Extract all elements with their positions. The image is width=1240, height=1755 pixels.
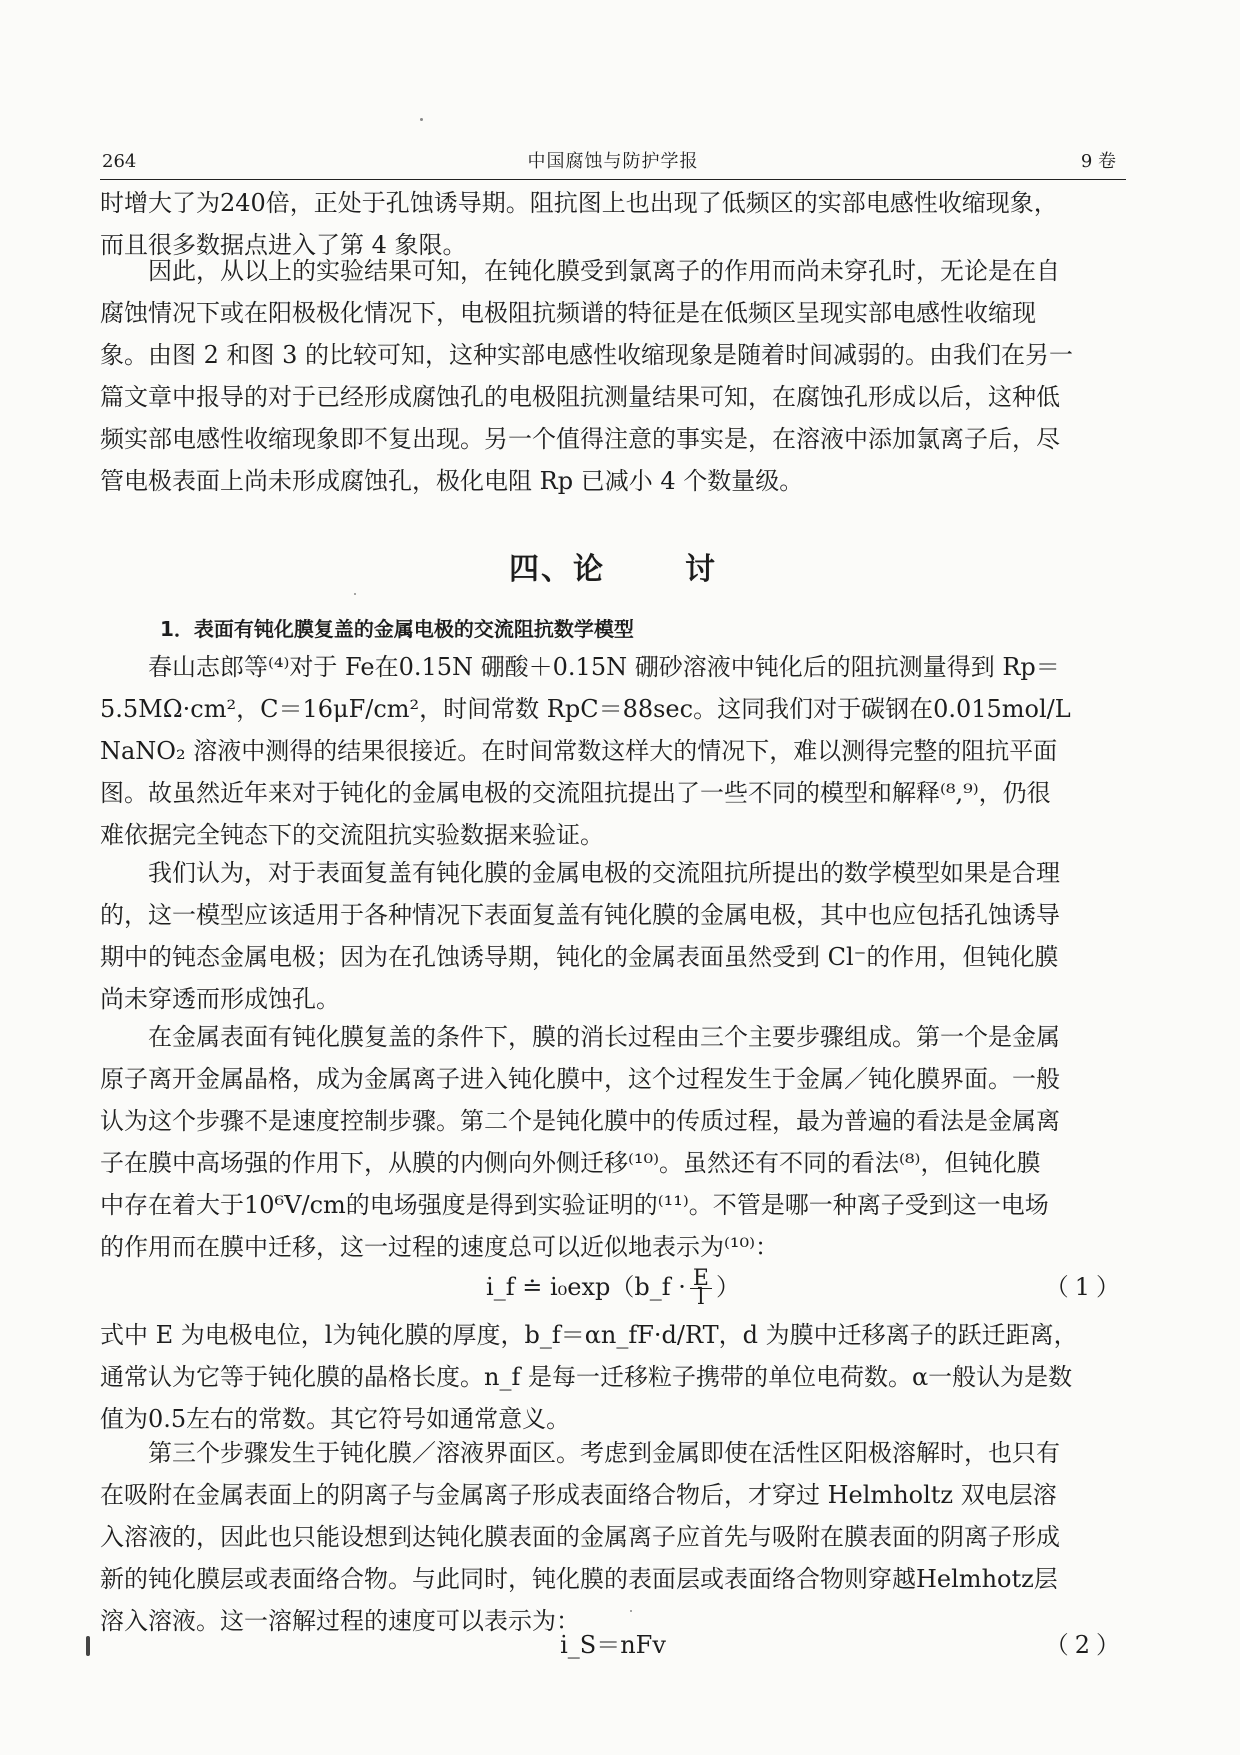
equation-1-body	[100, 1266, 1126, 1308]
text-line: 新的钝化膜层或表面络合物。与此同时，钝化膜的表面层或表面络合物则穿越Helmhotz层	[100, 1565, 1058, 1593]
equation-2-number: （2）	[1044, 1631, 1126, 1659]
equation-1-rhs: ）	[715, 1273, 740, 1301]
text-line: 尚未穿透而形成蚀孔。	[100, 985, 340, 1013]
text-line: 第三个步骤发生于钝化膜／溶液界面区。考虑到金属即使在活性区阳极溶解时，也只有	[148, 1439, 1060, 1467]
text-line: 图。故虽然近年来对于钝化的金属电极的交流阻抗提出了一些不同的模型和解释⁽⁸,⁹⁾，仍很	[100, 779, 1051, 807]
text-line: 象。由图 2 和图 3 的比较可知，这种实部电感性收缩现象是随着时间减弱的。由我们在另一	[100, 341, 1074, 369]
text-line: 入溶液的，因此也只能设想到达钝化膜表面的金属离子应首先与吸附在膜表面的阴离子形成	[100, 1523, 1060, 1551]
text-line: 在金属表面有钝化膜复盖的条件下，膜的消长过程由三个主要步骤组成。第一个是金属	[148, 1023, 1060, 1051]
paragraph-7	[100, 1432, 1126, 1642]
equation-1-fraction	[690, 1266, 712, 1310]
page-number: 264	[102, 151, 137, 172]
text-line: NaNO₂ 溶液中测得的结果很接近。在时间常数这样大的情况下，难以测得完整的阻抗平面	[100, 737, 1058, 765]
text-line: 通常认为它等于钝化膜的晶格长度。n_f 是每一迁移粒子携带的单位电荷数。α一般认为是数	[100, 1363, 1073, 1391]
fraction-denominator: l	[697, 1285, 705, 1310]
running-header	[100, 145, 1126, 179]
text-line: 管电极表面上尚未形成腐蚀孔，极化电阻 Rp 已减小 4 个数量级。	[100, 467, 804, 495]
text-line: 难依据完全钝态下的交流阻抗实验数据来验证。	[100, 821, 604, 849]
equation-2-body: i_S＝nFv	[560, 1631, 666, 1659]
equation-1-lhs: i_f ≐ i₀exp（b_f ·	[486, 1273, 686, 1301]
text-line: 溶入溶液。这一溶解过程的速度可以表示为：	[100, 1607, 580, 1635]
scan-speck	[420, 118, 423, 121]
text-line: 的作用而在膜中迁移，这一过程的速度总可以近似地表示为⁽¹⁰⁾：	[100, 1233, 780, 1261]
text-line: 期中的钝态金属电极；因为在孔蚀诱导期，钝化的金属表面虽然受到 Cl⁻的作用，但钝化膜	[100, 943, 1059, 971]
text-line: 值为0.5左右的常数。其它符号如通常意义。	[100, 1405, 571, 1433]
text-line: 春山志郎等⁽⁴⁾对于 Fe在0.15N 硼酸＋0.15N 硼砂溶液中钝化后的阻抗测量得到 Rp＝	[148, 653, 1060, 681]
section-title-right: 讨	[685, 552, 717, 587]
text-line: 而且很多数据点进入了第 4 象限。	[100, 231, 467, 259]
journal-title: 中国腐蚀与防护学报	[527, 151, 699, 172]
text-line: 在吸附在金属表面上的阴离子与金属离子形成表面络合物后，才穿过 Helmholtz 双电层溶	[100, 1481, 1057, 1509]
paragraph-3	[100, 646, 1126, 856]
paragraph-2	[100, 250, 1126, 502]
header-rule	[100, 179, 1126, 180]
section-heading	[100, 548, 1126, 592]
volume-label: 9 卷	[1080, 151, 1116, 172]
text-line: 5.5MΩ·cm²，C＝16μF/cm²，时间常数 RpC＝88sec。这同我们对于碳钢在0.015mol/L	[100, 695, 1071, 723]
text-line: 的，这一模型应该适用于各种情况下表面复盖有钝化膜的金属电极，其中也应包括孔蚀诱导	[100, 901, 1060, 929]
equation-1-number: （1）	[1044, 1273, 1126, 1301]
paragraph-5	[100, 1016, 1126, 1268]
text-line: 因此，从以上的实验结果可知，在钝化膜受到氯离子的作用而尚未穿孔时，无论是在自	[148, 257, 1060, 285]
scan-mark	[86, 1636, 90, 1656]
text-line: 子在膜中高场强的作用下，从膜的内侧向外侧迁移⁽¹⁰⁾。虽然还有不同的看法⁽⁸⁾，但钝化膜	[100, 1149, 1041, 1177]
paragraph-6	[100, 1314, 1126, 1440]
paragraph-4	[100, 852, 1126, 1020]
scan-speck	[630, 1610, 632, 1612]
text-line: 我们认为，对于表面复盖有钝化膜的金属电极的交流阻抗所提出的数学模型如果是合理	[148, 859, 1060, 887]
text-line: 篇文章中报导的对于已经形成腐蚀孔的电极阻抗测量结果可知，在腐蚀孔形成以后，这种低	[100, 383, 1060, 411]
text-line: 认为这个步骤不是速度控制步骤。第二个是钝化膜中的传质过程，最为普遍的看法是金属离	[100, 1107, 1060, 1135]
text-line: 腐蚀情况下或在阳极极化情况下，电极阻抗频谱的特征是在低频区呈现实部电感性收缩现	[100, 299, 1036, 327]
subsection-heading: 1．表面有钝化膜复盖的金属电极的交流阻抗数学模型	[160, 617, 634, 641]
text-line: 中存在着大于10⁶V/cm的电场强度是得到实验证明的⁽¹¹⁾。不管是哪一种离子受到这一电场	[100, 1191, 1049, 1219]
text-line: 时增大了为240倍，正处于孔蚀诱导期。阻抗图上也出现了低频区的实部电感性收缩现象，	[100, 189, 1058, 217]
section-title-left: 四、论	[509, 552, 605, 587]
fraction-numerator: E	[690, 1270, 712, 1289]
text-line: 频实部电感性收缩现象即不复出现。另一个值得注意的事实是，在溶液中添加氯离子后，尽	[100, 425, 1060, 453]
scan-speck	[354, 593, 356, 595]
text-line: 式中 E 为电极电位，l为钝化膜的厚度，b_f＝αn_fF·d/RT，d 为膜中迁移离子的跃迁距离，	[100, 1321, 1078, 1349]
text-line: 原子离开金属晶格，成为金属离子进入钝化膜中，这个过程发生于金属／钝化膜界面。一般	[100, 1065, 1060, 1093]
